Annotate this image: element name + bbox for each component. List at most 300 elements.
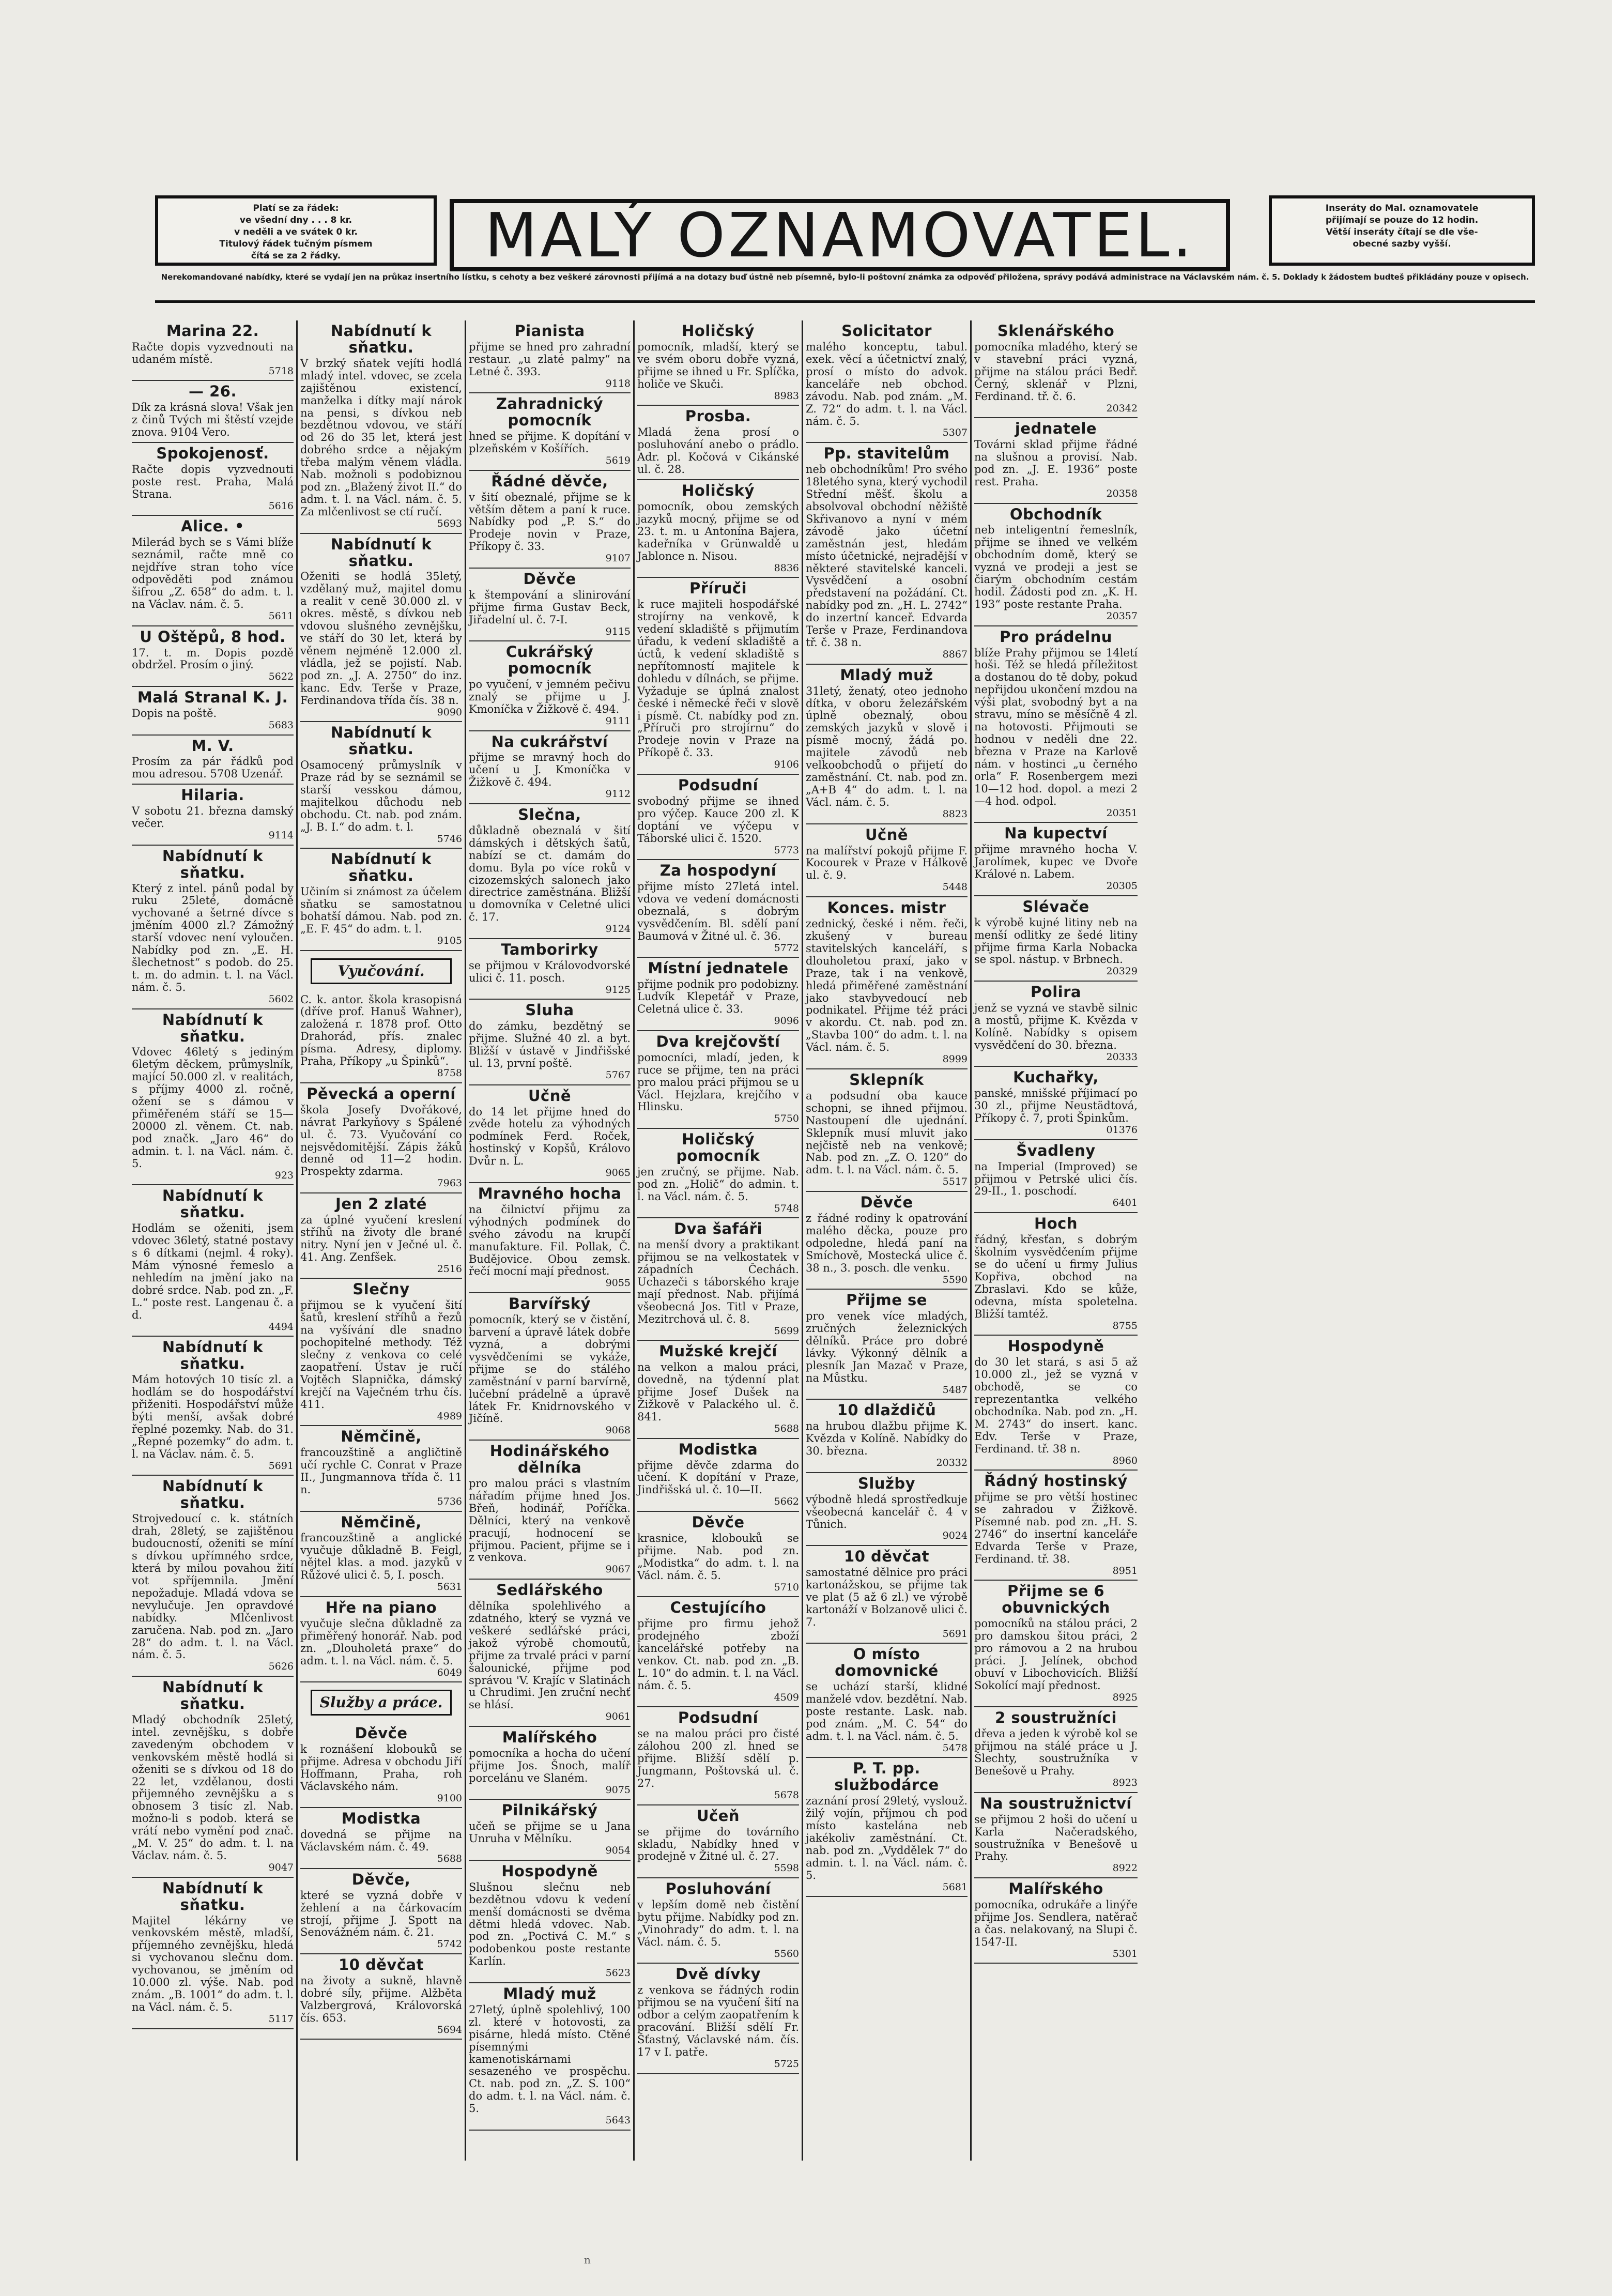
ad-reference-number: 6401	[1112, 1197, 1138, 1209]
classified-ad	[469, 1861, 631, 1983]
ad-reference-number: 5718	[268, 365, 294, 377]
ad-reference-number: 20351	[1106, 807, 1138, 819]
classified-ad	[300, 1193, 462, 1279]
ad-body: škola Josefy Dvořákové, návrat Parkyňovy s Spálené ul. č. 73. Vyučování co nejsvědomitější. Zápis žáků denně od 11—2 hodin. Prospekty zdarma.	[300, 1103, 462, 1178]
ad-heading: Mladý muž	[503, 1984, 596, 2002]
ad-reference-number: 8922	[1112, 1862, 1138, 1874]
ad-reference-number: 8960	[1112, 1455, 1138, 1466]
ad-heading: Nabídnutí k sňatku.	[330, 535, 432, 570]
ad-heading: Hoch	[1034, 1215, 1078, 1233]
ad-body: hned se přijme. K dopítání v plzeňském v Košířích.	[469, 430, 631, 455]
ad-reference-number: 8983	[774, 390, 799, 402]
ad-column-4	[635, 320, 803, 2161]
ad-body: k štempování a slinirování přijme firma Gustav Beck, Jiřadelní ul. č. 7-I.	[469, 588, 631, 626]
ad-body: dřeva a jeden k výrobě kol se přijmou na stálé práce u J. Šlechty, soustružníka v Benešově u Prahy.	[974, 1727, 1138, 1778]
ad-reference-number: 5683	[268, 719, 294, 731]
classified-ad	[132, 785, 294, 845]
classified-ad	[469, 641, 631, 731]
ad-heading: Mladý muž	[840, 666, 933, 684]
ad-reference-number: 01376	[1106, 1124, 1138, 1136]
footer-mark: n	[584, 2254, 591, 2266]
inserts-line: Inseráty do Mal. oznamovatele	[1325, 203, 1479, 213]
ad-body: Hodlám se oženiti, jsem vdovec 36letý, statné postavy s 6 dítkami (nejml. 4 roky). Mám výnosné řemeslo a nehledím na jmění jako na dobré srdce. Nab. pod zn. „F. L.“ poste rest. Langenau č. a d.	[132, 1222, 294, 1321]
classified-ad	[974, 1067, 1138, 1140]
ad-reference-number: 20305	[1106, 880, 1138, 892]
ad-body: vyučuje slečna důkladně za přiměřený honorář. Nab. pod zn. „Dlouholetá praxe“ do adm. t. l. na Václ. nám. č. 5.	[300, 1617, 462, 1667]
classified-ad	[469, 471, 631, 569]
ad-heading: Sedlářského	[496, 1581, 603, 1599]
ad-reference-number: 9114	[268, 830, 294, 841]
ad-reference-number: 9067	[605, 1564, 631, 1575]
classified-ad	[300, 1954, 462, 2040]
ad-reference-number: 5772	[774, 942, 799, 954]
classified-ad	[132, 1677, 294, 1878]
ad-body: k výrobě kujné litiny neb na menší odlitky ze šedé litiny přijme firma Karla Nobacka se spol. nástup. v Brbnech.	[974, 916, 1138, 966]
ad-heading: Malířského	[1008, 1880, 1103, 1898]
classified-ad	[974, 626, 1138, 823]
ad-body: důkladně obeznalá v šití dámských i dětských šatů, nabízí se ct. damám do domu. Byla po více roků v cizozemských salonech jako directrice zaměstnána. Bližší u domovníka v Celetné ulici č. 17.	[469, 824, 631, 924]
classified-ad	[974, 1213, 1138, 1336]
ad-reference-number: 5688	[774, 1422, 799, 1434]
ad-heading: Učeň	[696, 1807, 740, 1825]
ad-heading: Hospodyně	[501, 1862, 598, 1880]
ad-body: jenž se vyzná ve stavbě silnic a mostů, přijme K. Kvězda v Kolíně. Nabídky s opisem vysvědčení do 30. března.	[974, 1001, 1138, 1051]
ad-body: za úplné vyučení kreslení stříhů na životy dle brané nitry. Nyní jen v Ječné ul. č. 41. Ang. Zenfšek.	[300, 1213, 462, 1263]
classified-ad	[469, 939, 631, 1000]
ad-body: výbodně hledá sprostředkuje všeobecná kancelář č. 4 v Tůnich.	[806, 1493, 968, 1530]
ad-body: Vdovec 46letý s jediným 6letým děckem, průmyslník, mající 50.000 zl. v realitách, s příjmy 4000 zl. ročně, ožení se s dámou v přiměřeném stáří se 15—20000 zl. věnem. Ct. nab. pod značk. „Jaro 46“ do admin. t. l. na Václ. nám. č. 5.	[132, 1046, 294, 1170]
ad-body: a podsudní oba kauce schopni, se ihned přijmou. Nastoupení dle ujednání. Sklepník musí mluvit jako nejčistě neb na venkově; Nab. pod zn. „Z. O. 120“ do adm. t. l. na Václ. nám. č. 5.	[806, 1089, 968, 1176]
ad-reference-number: 9090	[437, 706, 462, 718]
classified-ad	[806, 1290, 968, 1400]
ad-heading: Alice. •	[181, 517, 244, 535]
rates-box	[155, 195, 437, 266]
ad-heading: Posluhování	[665, 1880, 771, 1898]
ad-body: Dík za krásná slova! Však jen z činů Tvých mi štěstí vzejde znova. 9104 Vero.	[132, 401, 294, 439]
ad-reference-number: 4494	[268, 1321, 294, 1333]
classified-ad	[469, 1983, 631, 2131]
ad-reference-number: 5748	[774, 1202, 799, 1214]
ad-reference-number: 2516	[437, 1263, 462, 1275]
ad-reference-number: 5602	[268, 993, 294, 1005]
ad-body: Prosím za pár řádků pod mou adresou. 5708 Uzenář.	[132, 755, 294, 780]
classified-ad	[132, 1185, 294, 1337]
classified-ad	[469, 320, 631, 393]
ad-heading: Malá Stranal K. J.	[137, 688, 288, 707]
classified-ad	[974, 1707, 1138, 1793]
rates-line: Titulový řádek tučným písmem	[219, 238, 373, 249]
ad-heading: Modistka	[678, 1440, 758, 1458]
ad-heading: Pilnikářský	[501, 1801, 598, 1819]
ad-body: Majitel lékárny ve venkovském městě, mladší, příjemného zevnějšku, hledá si vychovanou slečnu dom. vychovanou, se jměním od 10.000 zl. výše. Nab. pod znám. „B. 1001“ do adm. t. l. na Václ. nám. č. 5.	[132, 1914, 294, 2014]
inserts-line: Větší inseráty čítají se dle vše-	[1326, 226, 1478, 237]
ad-reference-number: 20342	[1106, 402, 1138, 414]
ad-reference-number: 20329	[1106, 966, 1138, 977]
ad-reference-number: 5736	[437, 1495, 462, 1507]
classified-ad	[974, 1878, 1138, 1964]
ad-heading: Místní jednatele	[648, 959, 789, 977]
ad-heading: Zahradnický pomocník	[496, 395, 604, 430]
classified-ad	[637, 1218, 799, 1341]
ad-body: pro malou práci s vlastním nářadím přijme hned Jos. Břeň, hodinář, Poříčka. Dělníci, který na venkově pracují, hodnocení se přijmou. Pacient, přijme se i z venkova.	[469, 1477, 631, 1564]
ad-heading: Polira	[1031, 983, 1081, 1001]
ad-body: v lepším domě neb čistění bytu přijme. Nabídky pod zn. „Vinohrady“ do adm. t. l. na Václ. nám. č. 5.	[637, 1898, 799, 1948]
ad-column-5	[803, 320, 972, 2161]
ad-heading: Nabídnutí k sňatku.	[162, 1879, 264, 1914]
ad-body: Mám hotových 10 tisíc zl. a hodlám se do hospodářství přiženiti. Hospodářství může býti menší, avšak dobré řeplné pozemky. Nab. do 31. „Řepné pozemky“ do adm. t. l. na Václav. nám. č. 5.	[132, 1373, 294, 1460]
rates-line: čítá se za 2 řádky.	[251, 250, 341, 261]
ad-body: se uchází starší, klidné manželé vdov. bezdětní. Nab. poste restante. Lask. nab. pod znám. „M. C. 54“ do adm. t. l. na Václ. nám. č. 5.	[806, 1680, 968, 1742]
ad-body: Oženiti se hodlá 35letý, vzdělaný muž, majitel domu a realit v ceně 30.000 zl. v okres. městě, s dívkou neb vdovou slušného zevnějšku, ve stáří do 30 let, která by věnem nejméně 12.000 zl. vládla, jež se pojistí. Nab. pod zn. „J. A. 2750“ do inz. kanc. Edv. Terše v Praze, Ferdinandova třída čís. 38 n.	[300, 570, 462, 707]
ad-reference-number: 6049	[437, 1666, 462, 1678]
classified-ad	[469, 1727, 631, 1800]
ad-reference-number: 923	[274, 1169, 294, 1181]
ad-reference-number: 5694	[437, 2024, 462, 2035]
classified-ad	[806, 1069, 968, 1192]
classified-ad	[974, 823, 1138, 896]
ad-body: na čilnictví přijmu za výhodných podmínek do svého závodu na krupčí manufakture. Fil. Pollak, Č. Budějovice. Obou zemsk. řečí mocní mají přednost.	[469, 1203, 631, 1278]
ad-body: se přijmou 2 hoši do učení u Karla Načeradského, soustružníka v Benešově u Prahy.	[974, 1813, 1138, 1863]
ad-body: samostatné dělnice pro práci kartonážskou, se přijme tak ve plat (5 až 6 zl.) ve výrobě kartonáží v Bolzanově ulici č. 7.	[806, 1566, 968, 1628]
ad-heading: Dva šafáři	[674, 1220, 762, 1238]
ad-heading: Nabídnutí k sňatku.	[162, 847, 264, 881]
classified-ad	[637, 958, 799, 1031]
ad-reference-number: 9100	[437, 1792, 462, 1804]
classified-ad	[469, 569, 631, 641]
classified-ad	[806, 1546, 968, 1644]
ad-reference-number: 8836	[774, 562, 799, 574]
ad-body: Mladý obchodník 25letý, intel. zevnějšku, s dobře zavedeným obchodem v venkovském městě hodlá si oženiti se s dívkou od 18 do 22 let, vzdělanou, dosti přijemného zevnějšku a s obnosem 3 tisíc zl. Nab. možno-li s podob. která se vrátí nebo vymění pod znač. „M. V. 25“ do adm. t. l. na Václav. nám. č. 5.	[132, 1713, 294, 1862]
ad-reference-number: 5773	[774, 844, 799, 856]
ad-heading: Holičský pomocník	[676, 1130, 760, 1165]
ad-body: Dopis na poště.	[132, 707, 217, 720]
classified-ad	[974, 896, 1138, 982]
ad-reference-number: 8867	[942, 649, 968, 661]
classified-ad	[469, 804, 631, 939]
ad-heading: Švadleny	[1016, 1141, 1096, 1159]
ad-heading: Sklepník	[849, 1070, 924, 1089]
inserts-line: přijímají se pouze do 12 hodin.	[1325, 215, 1479, 225]
ad-reference-number: 9065	[605, 1167, 631, 1179]
ad-heading: Mužské krejčí	[659, 1342, 777, 1360]
ad-heading: Dva krejčovští	[656, 1032, 780, 1050]
ad-body: v šití obeznalé, přijme se k větším dětem a paní k ruce. Nabídky pod „P. S.“ do Prodeje novin v Praze, Příkopy č. 33.	[469, 491, 631, 553]
ad-heading: Za hospodyní	[659, 862, 777, 880]
ad-heading: Modistka	[341, 1810, 421, 1828]
classified-ad	[974, 1581, 1138, 1707]
ad-heading: Řádné děvče,	[491, 472, 608, 490]
classified-ad	[300, 1723, 462, 1808]
header-notice: Nerekomandované nabídky, které se vydají jen na průkaz insertního lístku, s cehoty a bez veškeré zárovnosti přijímá a na dotazy buď ústně neb písemně, bylo-li poštovní známka za odpověď přiložena, správy podává administrace na Václavském nám. č. 5. Doklady k žádostem budteš přikládány pouze v opisech.	[155, 272, 1535, 303]
rates-line: ve všední dny . . . 8 kr.	[239, 215, 352, 225]
ad-reference-number: 5623	[605, 1967, 631, 1979]
ad-reference-number: 5301	[1112, 1948, 1138, 1960]
ad-body: Slušnou slečnu neb bezdětnou vdovu k vedení menší domácnosti se dvěma dětmi hledá vdovec. Nab. pod zn. „Poctivá C. M.“ s podobenkou poste restante Karlín.	[469, 1880, 631, 1968]
ad-body: panské, mnišské příjimací po 30 zl., přijme Neustädtová, Příkopy č. 7, proti Špinkům.	[974, 1087, 1138, 1125]
ad-heading: M. V.	[191, 737, 234, 755]
ad-heading: Služby	[857, 1474, 915, 1492]
ad-heading: Jen 2 zlaté	[335, 1195, 427, 1213]
ad-reference-number: 5691	[942, 1628, 968, 1640]
ad-heading: Dvě dívky	[675, 1965, 761, 1983]
ad-reference-number: 5622	[268, 671, 294, 683]
classified-ad	[469, 1800, 631, 1860]
ad-heading: 2 soustružníci	[995, 1709, 1117, 1727]
ad-reference-number: 9075	[605, 1784, 631, 1796]
ad-reference-number: 5616	[268, 500, 294, 512]
ad-heading: Nabídnutí k sňatku.	[330, 850, 432, 885]
ad-reference-number: 9105	[437, 935, 462, 946]
ad-reference-number: 5448	[942, 881, 968, 893]
classified-ad	[806, 320, 968, 443]
ad-reference-number: 5699	[774, 1325, 799, 1337]
ad-body: krasnice, klobouků se přijme. Nab. pod zn. „Modistka“ do adm. t. l. na Václ. nám. č. 5.	[637, 1532, 799, 1582]
ad-reference-number: 5643	[605, 2115, 631, 2126]
ad-body: Milerád bych se s Vámi blíže seznámil, račte mně co nejdříve stran toho více odpověděti pod známou šifrou „Z. 658“ do adm. t. l. na Václav. nám. č. 5.	[132, 536, 294, 611]
classified-ad	[806, 1192, 968, 1290]
ad-heading: — 26.	[189, 382, 237, 401]
classified-ad	[300, 1279, 462, 1426]
ad-heading: Děvče,	[351, 1870, 411, 1888]
classified-ad	[806, 1400, 968, 1473]
ad-heading: Tamborirky	[501, 940, 598, 958]
ad-reference-number: 20332	[936, 1457, 968, 1469]
classified-ad	[132, 320, 294, 381]
ad-heading: 10 dlaždičů	[837, 1401, 937, 1419]
classified-ad	[300, 1597, 462, 1682]
classified-ad	[637, 1878, 799, 1964]
classified-ad	[300, 1869, 462, 1954]
ad-reference-number: 5590	[942, 1274, 968, 1285]
ad-body: francouzštině a anglické vyučuje důkladně B. Feigl, nějtel klas. a mod. jazyků v Růžové ulici č. 5, I. posch.	[300, 1532, 462, 1582]
ad-heading: Učně	[528, 1086, 572, 1105]
classified-ad	[974, 982, 1138, 1067]
classified-ad	[300, 722, 462, 849]
ad-heading: Děvče	[860, 1193, 913, 1211]
classified-ad	[132, 1009, 294, 1186]
ad-body: přijme se hned pro zahradní restaur. „u zlaté palmy“ na Letné č. 393.	[469, 340, 631, 378]
classified-ad	[806, 1758, 968, 1897]
inserts-line: obecné sazby vyšší.	[1353, 238, 1451, 249]
ad-body: přijme děvče zdarma do učení. K dopítání v Praze, Jindřišská ul. č. 10—II.	[637, 1459, 799, 1496]
ad-heading: Řádný hostinský	[984, 1472, 1128, 1490]
ad-body: do 14 let přijme hned do zvěde hotelu za výhodných podmínek Ferd. Roček, hostinský v Kopšů, Královo Dvůr n. L.	[469, 1105, 631, 1168]
ad-heading: Malířského	[502, 1728, 597, 1747]
ad-reference-number: 5693	[437, 517, 462, 529]
ad-body: přijme se pro větší hostinec se zahradou v Žižkově. Písemné nab. pod zn. „H. S. 2746“ do insertní kanceláře Edvarda Terše v Praze, Ferdinand. tř. 38.	[974, 1491, 1138, 1565]
ad-heading: Děvče	[692, 1513, 745, 1531]
ad-body: V brzký sňatek vejíti hodlá mladý intel. vdovec, se zcela zajištěnou existencí, manželka i dítky mají nárok na pensi, s dívkou neb bezdětnou vdovou, ve stáří od 26 do 35 let, která jest dobrého srdce a nějakým třeba malým věnem vládla. Nab. možnoli s podobiznou pod zn. „Blažený život II.“ do adm. t. l. na Václ. nám. č. 5. Za mlčenlivost se ctí ručí.	[300, 357, 462, 518]
ad-reference-number: 9061	[605, 1711, 631, 1723]
ad-reference-number: 5725	[774, 2058, 799, 2070]
classified-ad	[469, 1000, 631, 1085]
ad-reference-number: 9118	[605, 377, 631, 389]
classified-ad	[132, 1337, 294, 1476]
classified-ad	[806, 443, 968, 665]
ad-heading: jednatele	[1015, 420, 1097, 438]
ad-reference-number: 5662	[774, 1496, 799, 1508]
classified-ad	[637, 1805, 799, 1878]
ad-reference-number: 5750	[774, 1113, 799, 1125]
ad-body: se přijme do továrního skladu, Nabídky hned v prodejně v Žitné ul. č. 27.	[637, 1825, 799, 1863]
ad-reference-number: 5688	[437, 1853, 462, 1865]
ad-reference-number: 5611	[268, 610, 294, 622]
classified-ad	[300, 534, 462, 723]
ad-reference-number: 5681	[942, 1881, 968, 1893]
classified-ad	[974, 320, 1138, 418]
ad-body: jen zručný, se přijme. Nab. pod zn. „Holič“ do admin. t. l. na Václ. nám. č. 5.	[637, 1165, 799, 1203]
ad-body: do zámku, bezdětný se přijme. Služné 40 zl. a byt. Bližší v ústavě v Jindřišské ul. 13, první poště.	[469, 1020, 631, 1070]
section-banner: Vyučování.	[311, 958, 452, 984]
classified-ad	[637, 1341, 799, 1438]
ad-body: pomocníka mladého, který se v stavební práci vyzná, přijme na stálou práci Bedř. Černý, sklenář v Plzni, Ferdinand. tř. č. 6.	[974, 340, 1138, 403]
ad-reference-number: 5307	[942, 427, 968, 439]
ad-body: Račte dopis vyzvednouti poste rest. Praha, Malá Strana.	[132, 463, 294, 500]
ad-body: Továrni sklad přijme řádné na slušnou a provisí. Nab. pod zn. „J. E. 1936“ poste rest. Praha.	[974, 438, 1138, 488]
classified-ad	[637, 1031, 799, 1129]
ad-body: přijmou se k vyučení šití šatů, kreslení stříhů a řezů na vyšívání dle snadno pochopitelné methody. Též slečny z venkova co celé zaopatření. Ústav je ručí Vojtěch Slapnička, dámský krejčí na Vaječném trhu čís. 411.	[300, 1299, 462, 1411]
ad-reference-number: 9024	[942, 1530, 968, 1542]
ad-reference-number: 20357	[1106, 610, 1138, 622]
classified-ad	[132, 516, 294, 626]
ad-heading: 10 děvčat	[844, 1548, 929, 1566]
ad-reference-number: 5560	[774, 1948, 799, 1960]
ad-column-1	[129, 320, 298, 2161]
classified-ad	[132, 687, 294, 735]
ad-body: k roznášení klobouků se přijme. Adresa v obchodu Jiří Hoffmann, Praha, roh Václavského nám.	[300, 1742, 462, 1793]
ad-body: 27letý, úplně spolehlivý, 100 zl. které v hotovosti, za pisárne, hledá místo. Ctěné písemnými kamenotiskárnami sesazeného ve prospěchu. Ct. nab. pod zn. „Z. S. 100“ do adm. t. l. na Václ. nám. č. 5.	[469, 2003, 631, 2115]
ad-heading: Slévače	[1022, 897, 1089, 915]
ad-heading: Nabídnutí k sňatku.	[162, 1338, 264, 1373]
ad-heading: Sluha	[525, 1001, 574, 1019]
classified-ad	[300, 320, 462, 534]
ad-reference-number: 5598	[774, 1862, 799, 1874]
ad-body: pomocník, mladší, který se ve svém oboru dobře vyzná, přijme se ihned u Fr. Splíčka, holiče ve Skuči.	[637, 340, 799, 390]
ad-heading: Obchodník	[1009, 505, 1102, 523]
ad-body: pomocník, obou zemských jazyků mocný, přijme se od 23. t. m. u Antonína Bajera, kadeřníka v Grünwaldě u Jablonce n. Nisou.	[637, 500, 799, 562]
ad-body: Který z intel. pánů podal by ruku 25leté, domácně vychované a šetrné dívce s jměním 4000 zl.? Zámožný starší vdovec není vyloučen. Nabídky pod zn. „E. H. šlechetnost“ s podob. do 25. t. m. do admin. t. l. na Václ. nám. č. 5.	[132, 882, 294, 994]
ad-heading: Nabídnutí k sňatku.	[162, 1187, 264, 1221]
ad-reference-number: 20333	[1106, 1051, 1138, 1063]
classified-ad	[974, 1793, 1138, 1878]
ad-body: neb inteligentní řemeslník, přijme se ihned ve velkém obchodním domě, který se vyzná ve prodeji a jest se čiarým obchodním cestám hodil. Žádosti pod zn. „K. H. 193“ poste restante Praha.	[974, 524, 1138, 611]
ad-heading: Přijme se	[846, 1291, 927, 1309]
ad-reference-number: 5746	[437, 833, 462, 845]
classified-ad	[469, 1183, 631, 1293]
classified-ad	[806, 897, 968, 1069]
ad-heading: Sklenářského	[997, 322, 1115, 340]
ad-body: pro venek více mladých, zručných železnických dělníků. Práce pro dobré lávky. Výkonný dělník a plesník Jan Mazač v Praze, na Můstku.	[806, 1310, 968, 1384]
ad-heading: Mravného hocha	[478, 1184, 622, 1202]
ad-heading: Solicitator	[841, 322, 932, 340]
ad-body: řádný, křesťan, s dobrým školním vysvědčením přijme se do učení u firmy Julius Kopřiva, obchod na Zbraslavi. Kdo se kůže, odevna, místa spoletelna. Bližší tamtéž.	[974, 1233, 1138, 1320]
ad-body: 31letý, ženatý, oteo jednoho dítka, v oboru železářském úplně obeznalý, obou zemských jazyků v slově i písmě mocný, žádá po. majitele závodů neb velkoobchodů o přijetí do zaměstnání. Ct. nab. pod zn. „A+B 4“ do adm. t. l. na Václ. nám. č. 5.	[806, 684, 968, 809]
classified-ad	[300, 1808, 462, 1869]
ad-body: se na malou práci pro čisté zálohou 200 zl. hned se přijme. Bližší sdělí p. Jungmann, Poštovská ul. č. 27.	[637, 1727, 799, 1790]
ad-reference-number: 9106	[774, 759, 799, 771]
classified-ad	[974, 504, 1138, 626]
classified-ad	[637, 1964, 799, 2074]
ad-reference-number: 4989	[437, 1410, 462, 1422]
classified-ad	[637, 860, 799, 958]
ad-heading: Hodinářského dělníka	[489, 1442, 610, 1476]
ad-heading: Nabídnutí k sňatku.	[162, 1477, 264, 1512]
classified-ad	[132, 1476, 294, 1677]
ad-body: přijme místo 27letá intel. vdova ve vedení domácnosti obeznalá, s dobrým vysvědčením. Bl. sdělí paní Baumová v Žitné ul. č. 36.	[637, 880, 799, 942]
classified-ad	[974, 1471, 1138, 1581]
ad-reference-number: 5691	[268, 1460, 294, 1472]
ad-heading: Přijme se 6 obuvnických	[1002, 1582, 1110, 1617]
ad-reference-number: 5117	[268, 2013, 294, 2025]
ad-heading: Učně	[865, 825, 909, 844]
classified-ad	[637, 775, 799, 860]
masthead-title: MALÝ OZNAMOVATEL.	[450, 199, 1230, 271]
ad-reference-number: 8755	[1112, 1320, 1138, 1331]
ad-heading: Pianista	[514, 322, 585, 340]
ad-heading: P. T. pp. službodárce	[834, 1759, 939, 1794]
ad-column-6	[972, 320, 1140, 2161]
classified-ad	[300, 1083, 462, 1193]
ad-body: Mladá žena prosí o posluhování anebo o prádlo. Adr. pl. Kočová v Cikánské ul. č. 28.	[637, 426, 799, 476]
ad-heading: Kuchařky,	[1013, 1068, 1099, 1086]
ad-heading: Slečna,	[518, 805, 581, 823]
ad-body: svobodný přijme se ihned pro výčep. Kauce 200 zl. K doptání ve výčepu v Táborské ulici č. 1520.	[637, 794, 799, 845]
ad-body: přijme pro firmu jehož prodejného zboží kancelářské potřeby na venkov. Ct. nab. pod zn. „B. L. 10“ do admin. t. l. na Václ. nám. č. 5.	[637, 1617, 799, 1692]
rates-line: v neděli a ve svátek 0 kr.	[234, 226, 358, 237]
ad-body: z venkova se řádných rodin přijmou se na vyučení šití na odbor a celým zaopatřením k pracování. Bližší sdělí Fr. Šťastný, Václavské nám. čís. 17 v I. patře.	[637, 1984, 799, 2058]
classified-ad	[637, 1439, 799, 1512]
classified-ad	[132, 736, 294, 785]
ad-body: Račte dopis vyzvednouti na udaném místě.	[132, 340, 294, 365]
ad-body: přijme mravného hocha V. Jarolímek, kupec ve Dvoře Králové n. Labem.	[974, 843, 1138, 881]
ad-heading: Cukrářský pomocník	[505, 643, 594, 678]
inserts-box	[1269, 195, 1535, 266]
ad-heading: Nabídnutí k sňatku.	[330, 724, 432, 758]
classified-ad	[132, 626, 294, 687]
classified-ad	[637, 1707, 799, 1805]
ad-body: na Imperial (Improved) se přijmou v Petrské ulici čís. 29-II., 1. poschodí.	[974, 1160, 1138, 1198]
ad-heading: Němčině,	[341, 1428, 422, 1446]
ad-body: V sobotu 21. března damský večer.	[132, 805, 294, 830]
ad-heading: Podsudní	[678, 776, 759, 794]
classified-ad	[637, 578, 799, 775]
ad-reference-number: 5767	[605, 1069, 631, 1081]
ad-reference-number: 5742	[437, 1938, 462, 1950]
ad-heading: Prosba.	[685, 407, 751, 425]
ad-body: pomocníků na stálou práci, 2 pro damskou šitou práci, 2 pro rámovou a 2 na hrubou práci. J. Jelínek, obchod obuví v Libochovicích. Bližší Sokolící mají přednost.	[974, 1617, 1138, 1692]
ad-reference-number: 9107	[605, 553, 631, 564]
ad-body: z řádné rodiny k opatrování malého děcka, pouze pro odpoledne, hledá paní na Smíchově, Mostecká ulice č. 38 n., 3. posch. dle venku.	[806, 1212, 968, 1274]
ad-reference-number: 9125	[605, 984, 631, 996]
ad-heading: Konces. mistr	[827, 899, 946, 916]
ad-reference-number: 5626	[268, 1661, 294, 1673]
ad-heading: Pěvecká a operní	[306, 1084, 456, 1103]
ad-heading: O místo domovnické	[835, 1645, 939, 1680]
ad-body: na menší dvory a praktikant přijmou se na velkostatek v západních Čechách. Uchazeči s táborského kraje mají přednost. Nab. přijímá všeobecná Jos. Titl v Praze, Mezitrchová ul. č. 8.	[637, 1238, 799, 1325]
ad-reference-number: 8925	[1112, 1691, 1138, 1703]
ad-body: učeň se přijme se u Jana Unruha v Mělníku.	[469, 1820, 631, 1845]
ad-body: blíže Prahy přijmou se 14letí hoši. Též se hledá příležitost a dostanou do tě doby, pokud nepřijdou ukončení mzdou na výši plat, svobodný byt a na stravu, míno se měsíčně 4 zl. na hotovosti. Přijmouti se hodnou v neděli dne 22. března v Praze na Karlově nám. v hostinci „u černého orla“ F. Rosenbergem mezi 10—12 hod. dopol. a mezi 2—4 hod. odpol.	[974, 646, 1138, 807]
ad-heading: Holičský	[682, 481, 755, 499]
ad-heading: Na soustružnictví	[980, 1794, 1132, 1812]
classified-ad	[132, 1878, 294, 2029]
ad-heading: Marina 22.	[166, 322, 259, 340]
ad-heading: Holičský	[682, 322, 755, 340]
ad-body: přijme se mravný hoch do učení u J. Kmoníčka v Žižkově č. 494.	[469, 751, 631, 789]
ad-body: na životy a sukně, hlavně dobré síly, přijme. Alžběta Valzbergrová, Královorská čís. 653.	[300, 1974, 462, 2024]
ad-body: francouzštině a angličtině učí rychle C. Conrat v Praze II., Jungmannova třída č. 11 n.	[300, 1446, 462, 1496]
ad-body: pomocníka a hocha do učení přijme Jos. Šnoch, malíř porcelánu ve Slaném.	[469, 1747, 631, 1784]
